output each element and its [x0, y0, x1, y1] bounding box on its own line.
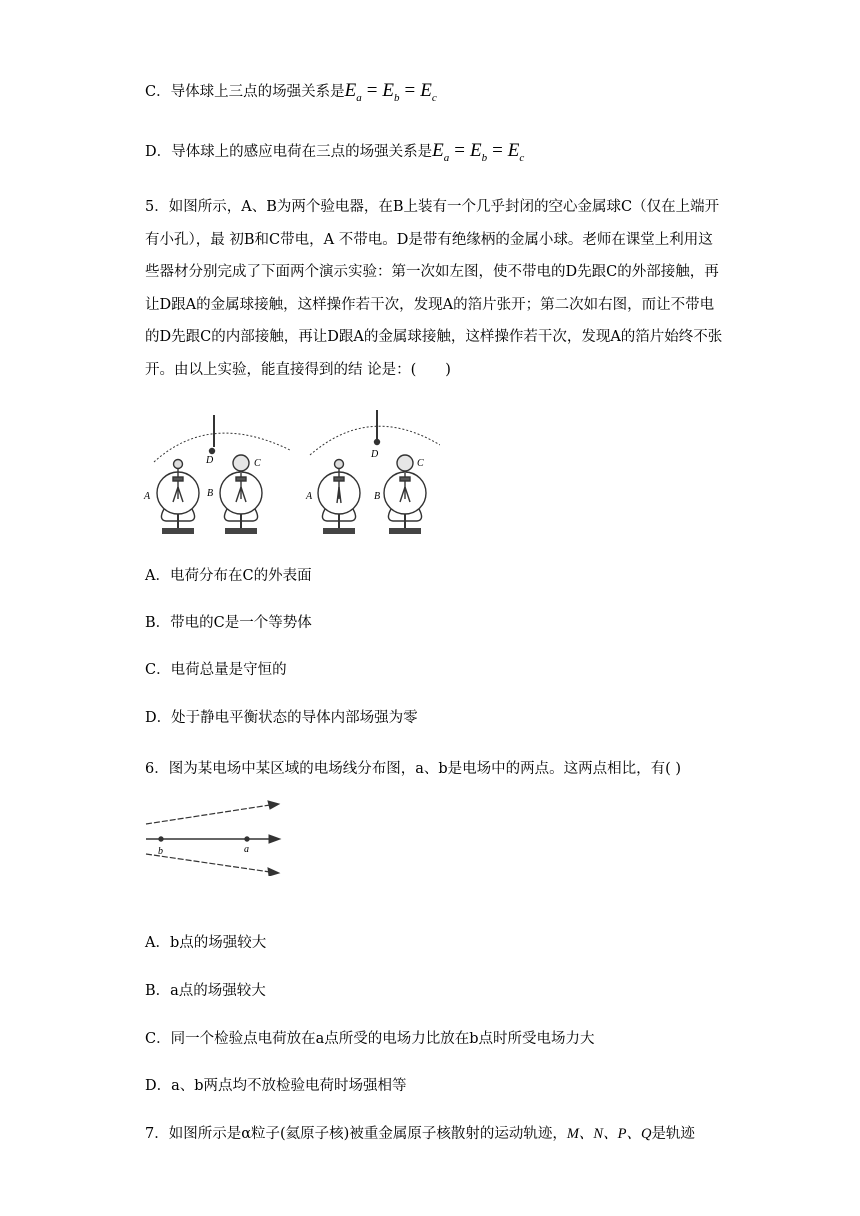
label-b-right: B: [374, 491, 381, 502]
q4-option-c-formula: $E_a = E_b = E_c$: [344, 80, 437, 104]
label-a-right: A: [306, 491, 313, 502]
q6-option-b: B．a点的场强较大: [145, 983, 266, 999]
label-d-right: D: [371, 449, 379, 460]
q5-option-d: D．处于静电平衡状态的导体内部场强为零: [145, 710, 418, 726]
q5-option-b: B．带电的C是一个等势体: [145, 615, 312, 631]
point-a-label: a: [244, 844, 249, 855]
q7-stem: 7．如图所示是α粒子(氦原子核)被重金属原子核散射的运动轨迹，M、N、P、Q是轨迹: [145, 1126, 695, 1142]
q7-point-names: M、N、P、Q: [566, 1126, 652, 1142]
q4-option-d-formula: $E_a = E_b = E_c$: [432, 140, 525, 164]
point-b-label: b: [158, 846, 163, 857]
q6-option-d: D．a、b两点均不放检验电荷时场强相等: [145, 1078, 407, 1094]
q6-stem: 6．图为某电场中某区域的电场线分布图，a、b是电场中的两点。这两点相比，有( ): [145, 761, 682, 777]
q6-option-a: A．b点的场强较大: [145, 935, 267, 951]
q5-option-c: C．电荷总量是守恒的: [145, 662, 287, 678]
label-c-right: C: [417, 458, 424, 469]
q6-option-c: C．同一个检验点电荷放在a点所受的电场力比放在b点时所受电场力大: [145, 1031, 595, 1047]
label-b-left: B: [207, 488, 214, 499]
q6-field-lines-figure: [140, 798, 285, 876]
label-c-left: C: [254, 458, 261, 469]
q5-stem: 5．如图所示，A、B为两个验电器，在B上装有一个几乎封闭的空心金属球C（仅在上端开有小孔），最 初B和C带电，A 不带电。D是带有绝缘柄的金属小球。老师在课堂上利用这些器材分别完成了下面两个演示实验：第一次如左图，使不带电的D先跟C的外部接触，再让D跟A的金属球接触，这样操作若干次，发现A的箔片张开；第二次如右图，而让不带电的D先跟C的内部接触，再让D跟A的金属球接触，这样操作若干次，发现A的箔片始终不张开。由以上实验，能直接得到的结 论是：( ): [145, 199, 723, 378]
label-d-left: D: [206, 455, 214, 466]
q4-option-c: C．导体球上三点的场强关系是$E_a = E_b = E_c$: [145, 80, 437, 104]
q4-option-d: D．导体球上的感应电荷在三点的场强关系是$E_a = E_b = E_c$: [145, 140, 525, 164]
label-a-left: A: [144, 491, 151, 502]
q5-electroscope-figure: [140, 405, 440, 540]
q5-option-a: A．电荷分布在C的外表面: [145, 568, 312, 584]
